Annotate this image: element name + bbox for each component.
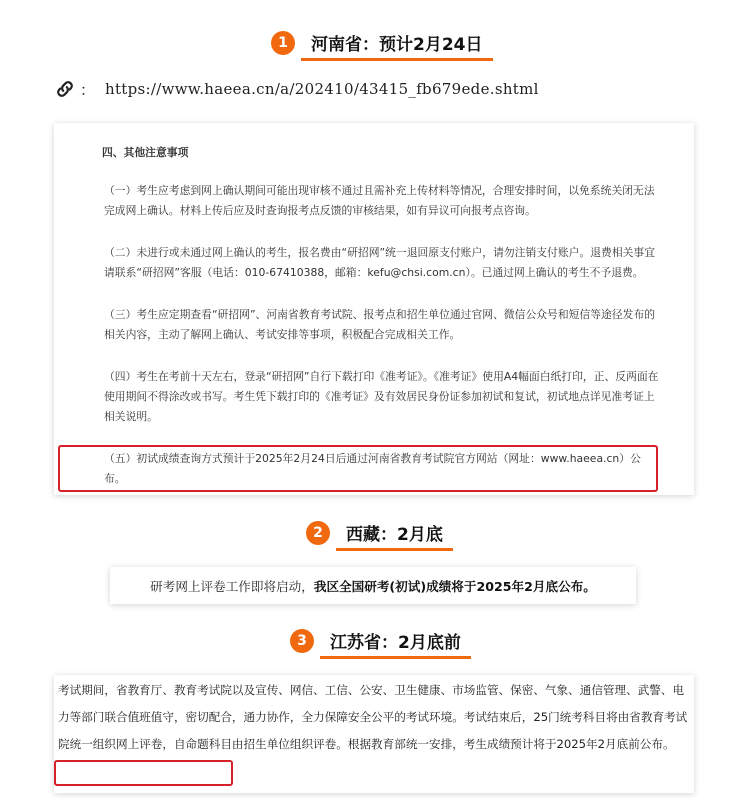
notice-paragraph-5: （五）初试成绩查询方式预计于2025年2月24日后通过河南省教育考试院官方网站（网址：www.haeea.cn）公布。: [104, 452, 641, 485]
section-heading-3: [290, 628, 465, 653]
henan-notice-card: [54, 123, 694, 495]
section-title-text: 西藏：2月底: [346, 525, 443, 545]
notice-paragraph-4: （四）考生在考前十天左右，登录“研招网”自行下载打印《准考证》。《准考证》使用A4幅面白纸打印，正、反两面在使用期间不得涂改或书写。考生凭下载打印的《准考证》及有效居民身份证参加初试和复试，初试地点详见准考证上相关说明。: [104, 370, 659, 423]
tibet-notice-bold: 我区全国研考(初试)成绩将于2025年2月底公布。: [313, 579, 596, 594]
highlight-box: [54, 760, 233, 786]
section-heading-1: [271, 30, 487, 55]
tibet-notice-text: 研考网上评卷工作即将启动，: [150, 579, 314, 594]
title-underline: [301, 58, 493, 61]
section-title: [326, 628, 465, 653]
section-title: [307, 30, 487, 55]
jiangsu-notice-card: [54, 675, 694, 793]
notice-paragraph-1: （一）考生应考虑到网上确认期间可能出现审核不通过且需补充上传材料等情况，合理安排时间，以免系统关闭无法完成网上确认。材料上传后应及时查询报考点反馈的审核结果，如有异议可向报考点咨询。: [104, 184, 655, 217]
section-title: [342, 520, 447, 545]
link-icon: [54, 78, 76, 100]
source-url-link[interactable]: https://www.haeea.cn/a/202410/43415_fb679ede.shtml: [105, 80, 539, 98]
title-underline: [336, 548, 453, 551]
section-number-badge: 3: [290, 629, 314, 653]
section-number-badge: 1: [271, 31, 295, 55]
tibet-notice-card: [110, 567, 636, 604]
url-prefix: ：: [80, 80, 96, 99]
section-title-text: 江苏省：2月底前: [330, 633, 461, 653]
jiangsu-notice-text-1: 考试期间，省教育厅、教育考试院以及宣传、网信、工信、公安、卫生健康、市场监管、保密、气象、通信管理、武警、电力等部门联合值班值守，密切配合，通力协作，全力保障安全公平的考试环境。: [58, 683, 685, 724]
section-heading-2: [306, 520, 447, 545]
notice-heading: 四、其他注意事项: [102, 146, 189, 159]
jiangsu-notice-text-2: 考试结束后，25门统考科目将由省教育考试院统一组织网上评卷，自命题科目由招生单位组织评卷。根据教育部统一安排，考生成绩预计将于2025年2月底前公布。: [58, 710, 688, 751]
section-number-badge: 2: [306, 521, 330, 545]
title-underline: [320, 656, 471, 659]
notice-paragraph-3: （三）考生应定期查看“研招网”、河南省教育考试院、报考点和招生单位通过官网、微信公众号和短信等途径发布的相关内容，主动了解网上确认、考试安排等事项，积极配合完成相关工作。: [104, 308, 656, 341]
section-title-text: 河南省：预计2月24日: [311, 35, 483, 55]
highlight-box: [58, 445, 658, 492]
notice-paragraph-2: （二）未进行或未通过网上确认的考生，报名费由“研招网”统一退回原支付账户，请勿注销支付账户。退费相关事宜请联系“研招网”客服（电话：010-67410388，邮箱：kefu@chsi.com.cn）。已通过网上确认的考生不予退费。: [104, 246, 656, 279]
source-url-row: [54, 78, 539, 100]
